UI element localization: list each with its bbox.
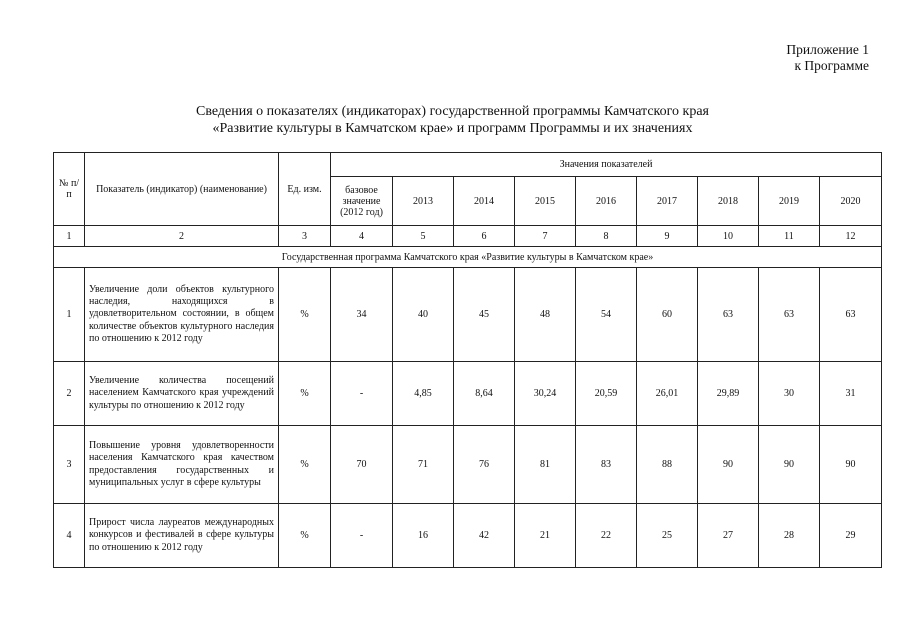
document-title [0,103,905,137]
section-row [54,247,882,268]
header-year: 2020 [820,177,882,226]
row-value: 29 [820,504,882,568]
row-value: 26,01 [637,362,698,426]
row-num: 3 [54,426,85,504]
column-number-row [54,226,882,247]
column-number: 8 [576,226,637,247]
row-value: 31 [820,362,882,426]
table-row [54,268,882,362]
column-number: 4 [331,226,393,247]
row-num: 1 [54,268,85,362]
appendix-line-2: к Программе [794,58,869,73]
header-year: 2016 [576,177,637,226]
appendix-line-1: Приложение 1 [786,42,869,57]
row-value: 30 [759,362,820,426]
row-value: 90 [820,426,882,504]
row-value: 45 [454,268,515,362]
row-unit: % [279,362,331,426]
row-value: 90 [698,426,759,504]
row-value: 8,64 [454,362,515,426]
row-unit: % [279,504,331,568]
column-number: 11 [759,226,820,247]
column-number: 6 [454,226,515,247]
table-row [54,504,882,568]
row-value: 30,24 [515,362,576,426]
row-value: 63 [820,268,882,362]
row-unit: % [279,426,331,504]
row-indicator-name: Увеличение доли объектов культурного наследия, находящихся в удовлетворительном состоянии, в общем количестве объектов культурного наследия по отношению к 2012 году [85,268,279,362]
column-number: 2 [85,226,279,247]
header-year: 2015 [515,177,576,226]
row-value: 40 [393,268,454,362]
column-number: 5 [393,226,454,247]
column-number: 9 [637,226,698,247]
column-number: 10 [698,226,759,247]
row-value: 63 [698,268,759,362]
row-value: 76 [454,426,515,504]
row-base-value: 70 [331,426,393,504]
document-title-line-2: «Развитие культуры в Камчатском крае» и программ Программы и их значениях [212,121,693,136]
row-value: 21 [515,504,576,568]
table-row [54,362,882,426]
row-value: 27 [698,504,759,568]
row-base-value: - [331,362,393,426]
row-indicator-name: Прирост числа лауреатов международных конкурсов и фестивалей в сфере культуры по отношению к 2012 году [85,504,279,568]
row-value: 54 [576,268,637,362]
row-value: 22 [576,504,637,568]
table-row [54,426,882,504]
header-unit: Ед. изм. [279,153,331,226]
indicators-table [53,152,882,568]
appendix-label [786,42,869,74]
header-num: № п/п [54,153,85,226]
row-value: 25 [637,504,698,568]
row-value: 81 [515,426,576,504]
header-year: 2017 [637,177,698,226]
row-value: 29,89 [698,362,759,426]
row-num: 2 [54,362,85,426]
row-value: 60 [637,268,698,362]
document-title-line-1: Сведения о показателях (индикаторах) государственной программы Камчатского края [195,104,710,119]
row-base-value: 34 [331,268,393,362]
header-year: 2013 [393,177,454,226]
row-num: 4 [54,504,85,568]
header-base: базовое значение (2012 год) [331,177,393,226]
row-value: 63 [759,268,820,362]
header-values-group: Значения показателей [331,153,882,177]
column-number: 7 [515,226,576,247]
column-number: 3 [279,226,331,247]
row-value: 83 [576,426,637,504]
header-indicator: Показатель (индикатор) (наименование) [85,153,279,226]
row-base-value: - [331,504,393,568]
row-value: 71 [393,426,454,504]
row-value: 4,85 [393,362,454,426]
row-value: 88 [637,426,698,504]
header-year: 2014 [454,177,515,226]
section-title: Государственная программа Камчатского края «Развитие культуры в Камчатском крае» [54,247,882,268]
row-value: 48 [515,268,576,362]
row-indicator-name: Повышение уровня удовлетворенности населения Камчатского края качеством предоставления государственных и муниципальных услуг в сфере культуры [85,426,279,504]
row-value: 20,59 [576,362,637,426]
row-value: 28 [759,504,820,568]
row-value: 16 [393,504,454,568]
column-number: 1 [54,226,85,247]
row-unit: % [279,268,331,362]
header-year: 2019 [759,177,820,226]
header-year: 2018 [698,177,759,226]
column-number: 12 [820,226,882,247]
row-value: 90 [759,426,820,504]
row-value: 42 [454,504,515,568]
row-indicator-name: Увеличение количества посещений населением Камчатского края учреждений культуры по отношению к 2012 году [85,362,279,426]
